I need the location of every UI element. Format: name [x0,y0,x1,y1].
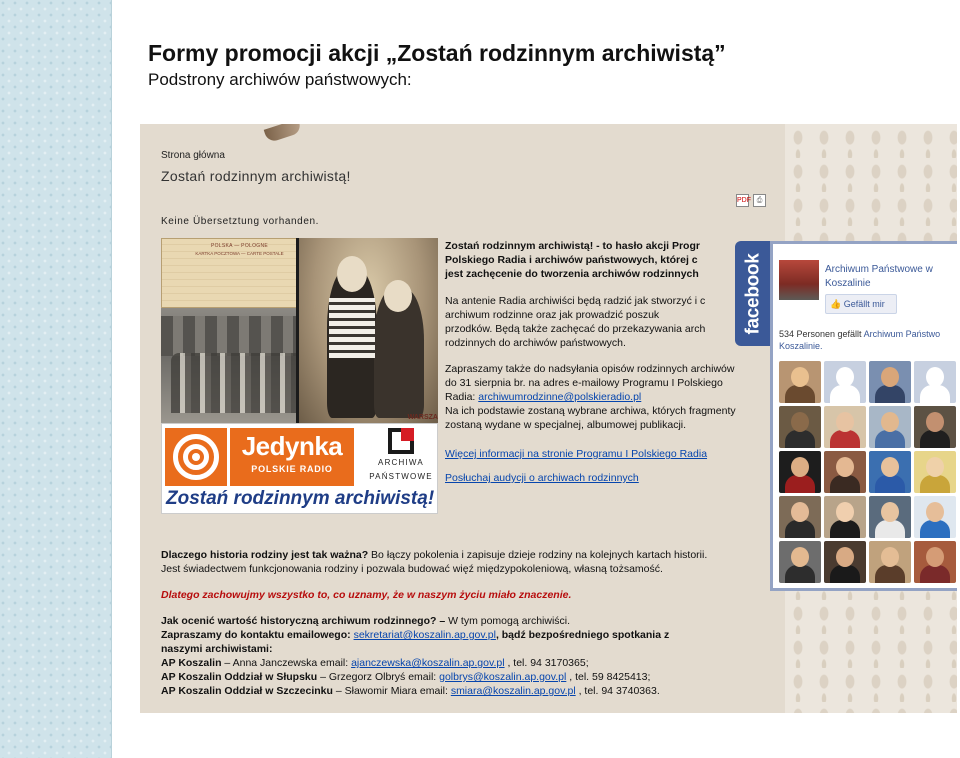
content-panel [140,124,785,713]
contact-person: – Grzegorz Olbryś email: [317,671,440,683]
jedynka-logo [230,428,354,486]
listen-audio-link[interactable]: Posłuchaj audycji o archiwach rodzinnych [445,472,639,484]
article-line [445,448,785,461]
family-photo-collage [161,238,438,423]
print-icon[interactable]: ⎙ [753,194,766,207]
contact-email-link[interactable]: golbrys@koszalin.ap.gov.pl [439,671,567,683]
children-portrait [296,238,438,423]
avatar-body [920,475,950,493]
no-translation-notice: Keine Übersetztung vorhanden. [161,216,320,227]
avatar-head [836,367,854,387]
question-answer: W tym pomogą archiwiści. [445,615,571,627]
article-line: przodków. Będą także zachęcać do przekazywania arch [445,323,706,335]
fan-avatar[interactable] [869,406,911,448]
facebook-page-name[interactable] [825,263,957,291]
why-family-history [161,548,781,576]
fan-avatar[interactable] [779,406,821,448]
avatar-body [785,565,815,583]
question-answer: Bo łączy pokolenia i zapisuje dzieje rodziny na kolejnych kartach historii. [368,549,708,561]
campaign-logos [161,423,438,514]
facebook-page-name-line: Archiwum Państwowe w [825,264,933,275]
avatar-head [836,412,854,432]
article-line: Na antenie Radia archiwiści będą radzić jak stworzyć i c [445,295,706,307]
facebook-fans-grid [779,361,957,583]
avatar-body [785,475,815,493]
contact-email-link[interactable]: ajanczewska@koszalin.ap.gov.pl [351,657,505,669]
avatar-head [836,502,854,522]
fan-avatar[interactable] [914,496,956,538]
contact-phone: , tel. 59 8425413; [566,671,651,683]
facebook-likes-count [779,328,957,352]
avatar-head [926,502,944,522]
polskie-radio-label: POLSKIE RADIO [251,464,333,474]
panstwowe-label: PAŃSTWOWE [369,472,433,481]
contact-intro-cont: , bądź bezpośredniego spotkania z [495,629,670,641]
avatar-head [926,367,944,387]
avatar-head [926,412,944,432]
avatar-head [836,547,854,567]
question-bold: Dlaczego historia rodziny jest tak ważna? [161,549,369,561]
campaign-slogan: Zostań rodzinnym archiwistą! [166,488,435,509]
postcard-title: POLSKA — POLOGNE [210,243,269,249]
avatar-head [881,367,899,387]
avatar-body [920,520,950,538]
contact-section [161,614,781,698]
slide-subtitle: Podstrony archiwów państwowych: [148,70,412,89]
avatar-body [830,385,860,403]
office-name: AP Koszalin Oddział w Szczecinku [161,685,333,697]
avatar-body [785,520,815,538]
contact-intro-line2: naszymi archiwistami: [161,643,273,655]
avatar-head [791,547,809,567]
email-link-polskieradio[interactable]: archiwumrodzinne@polskieradio.pl [478,391,642,403]
fan-avatar[interactable] [869,361,911,403]
contact-phone: , tel. 94 3740363. [575,685,660,697]
article-line: do 31 sierpnia br. na adres e-mailowy Programu I Polskiego [445,377,723,389]
slide-title: Formy promocji akcji „Zostań rodzinnym archiwistą” [148,40,726,66]
archive-building-thumbnail[interactable] [779,260,819,300]
fan-avatar[interactable] [779,541,821,583]
avatar-body [875,475,905,493]
fan-avatar[interactable] [914,451,956,493]
avatar-head [926,547,944,567]
question-answer-line2: Jest świadectwem funkcjonowania rodziny i pozwala budować więź międzypokoleniową, własną tożsamość. [161,563,663,575]
fan-avatar[interactable] [824,406,866,448]
article-line: Na ich podstawie zostaną wybrane archiwa, których fragmenty [445,405,736,417]
page-tools [736,194,766,207]
avatar-body [920,430,950,448]
article-line: Polskiego Radia i archiwów państwowych, której c [445,254,698,266]
avatar-head [791,457,809,477]
archiwa-label: ARCHIWA [378,458,424,467]
facebook-tab[interactable] [735,241,771,346]
family-group [171,353,311,413]
fan-avatar[interactable] [869,541,911,583]
like-button-label: Gefällt mir [843,299,885,309]
article-line [445,391,785,404]
article-line: Zapraszamy także do nadsyłania opisów rodzinnych archiwów [445,363,735,375]
facebook-page-name-line: Koszalinie [825,278,871,289]
page-link[interactable]: Koszalinie. [779,341,823,351]
facebook-like-button[interactable] [825,294,897,314]
secretariat-email-link[interactable]: sekretariat@koszalin.ap.gov.pl [353,629,496,641]
keep-everything-slogan: Dlatego zachowujmy wszystko to, co uznamy, że w naszym życiu miało znaczenie. [161,589,572,601]
decorative-quill [264,124,303,143]
article-line: Zostań rodzinnym archiwistą! - to hasło akcji Progr [445,240,700,252]
contact-email-link[interactable]: smiara@koszalin.ap.gov.pl [450,685,576,697]
archiwa-logo-icon [388,428,414,454]
avatar-body [830,475,860,493]
contact-person: – Sławomir Miara email: [332,685,451,697]
avatar-head [881,457,899,477]
fan-avatar[interactable] [824,496,866,538]
facebook-like-box [770,241,957,591]
avatar-head [791,502,809,522]
contact-person: – Anna Janczewska email: [221,657,352,669]
facebook-tab-label: facebook [742,252,764,335]
contact-intro: Zapraszamy do kontaktu emailowego: [161,629,351,641]
fan-avatar[interactable] [824,361,866,403]
avatar-body [920,565,950,583]
avatar-body [875,430,905,448]
polskie-radio-logo-icon [165,428,227,486]
article-line: jest zachęcenie do tworzenia archiwów rodzinnych [445,268,699,280]
avatar-head [881,547,899,567]
avatar-body [785,430,815,448]
fan-avatar[interactable] [824,541,866,583]
contact-row [161,656,781,670]
website-screenshot [140,124,957,713]
article-line: zostaną wydane w specjalnej, albumowej publikacji. [445,419,687,431]
striped-shirt [329,298,375,358]
jedynka-name: Jedynka [241,431,343,461]
avatar-body [830,520,860,538]
fan-avatar[interactable] [824,451,866,493]
article-text-fragment: Radia: [445,391,479,403]
office-name: AP Koszalin [161,657,222,669]
article-line: archiwum rodzinne oraz jak prowadzić poszuk [445,309,660,321]
avatar-head [791,367,809,387]
child-face [337,256,367,292]
avatar-body [875,520,905,538]
archiwa-panstwowe-logo [368,428,434,488]
avatar-head [881,502,899,522]
avatar-body [830,565,860,583]
pdf-icon[interactable]: PDF [736,194,749,207]
decorative-side-strip [0,0,112,758]
postcard-subtitle: KARTKA POCZTOWA — CARTE POSTALE [195,251,284,256]
article-line: rodzinnych do archiwów państwowych. [445,337,626,349]
fan-avatar[interactable] [914,361,956,403]
page-heading: Zostań rodzinnym archiwistą! [161,168,351,184]
breadcrumb[interactable]: Strona główna [161,150,225,161]
office-name: AP Koszalin Oddział w Słupsku [161,671,318,683]
avatar-body [875,565,905,583]
avatar-head [881,412,899,432]
group-photo [161,308,316,423]
avatar-head [836,457,854,477]
article-line [445,472,785,485]
page-link[interactable]: Archiwum Państwo [863,329,941,339]
more-info-link[interactable]: Więcej informacji na stronie Programu I Polskiego Radia [445,448,708,460]
avatar-body [830,430,860,448]
fan-avatar[interactable] [914,406,956,448]
contact-phone: , tel. 94 3170365; [504,657,589,669]
avatar-head [791,412,809,432]
stamp-text: WARSZA [407,414,438,421]
avatar-body [920,385,950,403]
fan-avatar[interactable] [869,451,911,493]
fan-avatar[interactable] [869,496,911,538]
fan-avatar[interactable] [914,541,956,583]
avatar-head [926,457,944,477]
train-background [161,316,316,356]
contact-row [161,670,781,684]
fan-avatar[interactable] [779,451,821,493]
fan-avatar[interactable] [779,361,821,403]
old-postcard [161,238,316,308]
avatar-body [785,385,815,403]
avatar-body [875,385,905,403]
contact-row [161,684,781,698]
question-bold: Jak ocenić wartość historyczną archiwum rodzinnego? – [161,615,446,627]
likes-count-text: 534 Personen gefällt [779,329,864,339]
thumbs-up-icon: 👍 [830,299,842,309]
child-face [384,280,412,312]
fan-avatar[interactable] [779,496,821,538]
